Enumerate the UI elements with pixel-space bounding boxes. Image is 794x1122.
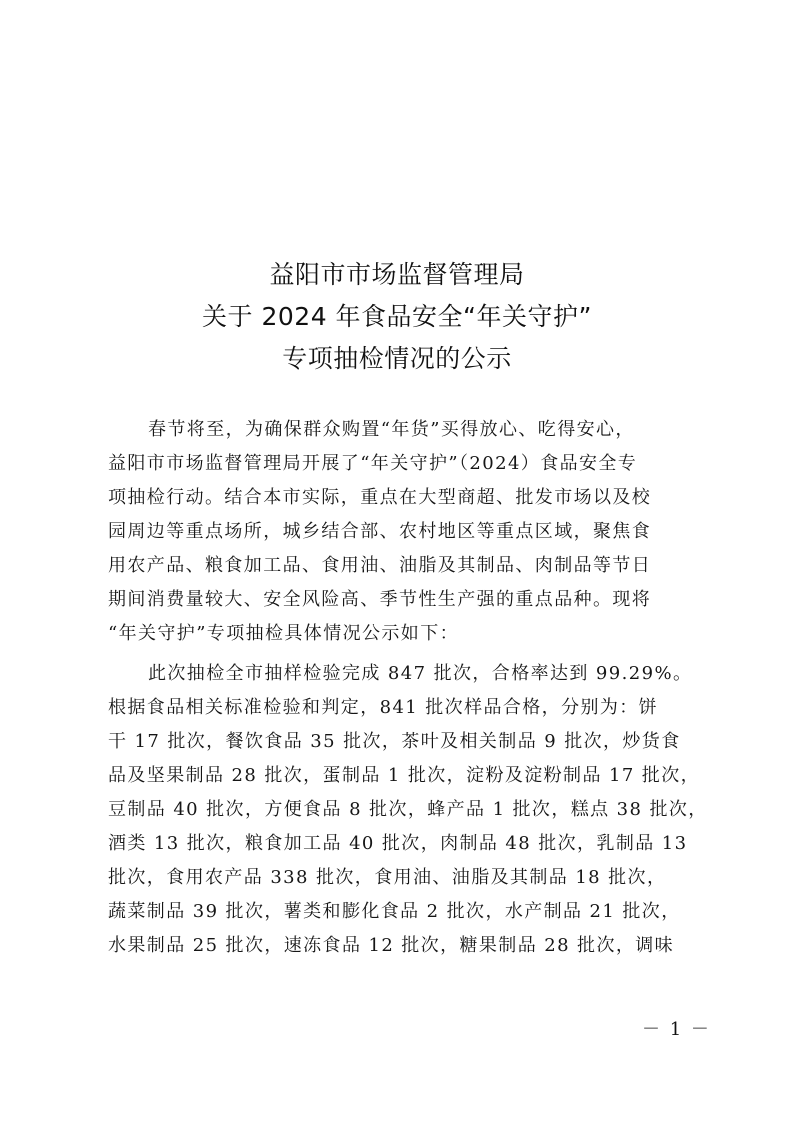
paragraph-line: 春节将至，为确保群众购置“年货”买得放心、吃得安心，: [148, 419, 635, 440]
paragraph-intro: [108, 413, 692, 651]
paragraph-line: 根据食品相关标准检验和判定，841 批次样品合格，分别为：饼: [108, 697, 659, 718]
paragraph-line: 蔬菜制品 39 批次，薯类和膨化食品 2 批次，水产制品 21 批次，: [108, 901, 681, 922]
paragraph-line: 水果制品 25 批次，速冻食品 12 批次，糖果制品 28 批次，调味: [108, 935, 675, 956]
paragraph-line: 批次，食用农产品 338 批次，食用油、油脂及其制品 18 批次，: [108, 867, 667, 888]
title-line-1: 益阳市市场监督管理局: [269, 260, 525, 289]
paragraph-line: 项抽检行动。结合本市实际，重点在大型商超、批发市场以及校: [108, 487, 652, 508]
paragraph-line: 期间消费量较大、安全风险高、季节性生产强的重点品种。现将: [108, 589, 652, 610]
page-number: － 1 －: [642, 1019, 711, 1040]
paragraph-results: [108, 657, 708, 963]
paragraph-line: 用农产品、粮食加工品、食用油、油脂及其制品、肉制品等节日: [108, 555, 652, 576]
paragraph-line: 品及坚果制品 28 批次，蛋制品 1 批次，淀粉及淀粉制品 17 批次，: [108, 765, 700, 786]
paragraph-line: 益阳市市场监督管理局开展了“年关守护”（2024）食品安全专: [108, 453, 638, 474]
paragraph-line: 干 17 批次，餐饮食品 35 批次，茶叶及相关制品 9 批次，炒货食: [108, 731, 681, 752]
title-line-2: 关于 2024 年食品安全“年关守护”: [202, 302, 592, 331]
paragraph-line: 豆制品 40 批次，方便食品 8 批次，蜂产品 1 批次，糕点 38 批次，: [108, 799, 708, 820]
paragraph-line: 酒类 13 批次，粮食加工品 40 批次，肉制品 48 批次，乳制品 13: [108, 833, 688, 854]
paragraph-line: 园周边等重点场所，城乡结合部、农村地区等重点区域，聚焦食: [108, 521, 652, 542]
title-line-3: 专项抽检情况的公示: [282, 344, 512, 373]
document-title: [0, 254, 794, 380]
document-body: [108, 413, 708, 963]
paragraph-line: “年关守护”专项抽检具体情况公示如下：: [108, 623, 460, 644]
paragraph-line: 此次抽检全市抽样检验完成 847 批次，合格率达到 99.29%。: [148, 663, 693, 684]
